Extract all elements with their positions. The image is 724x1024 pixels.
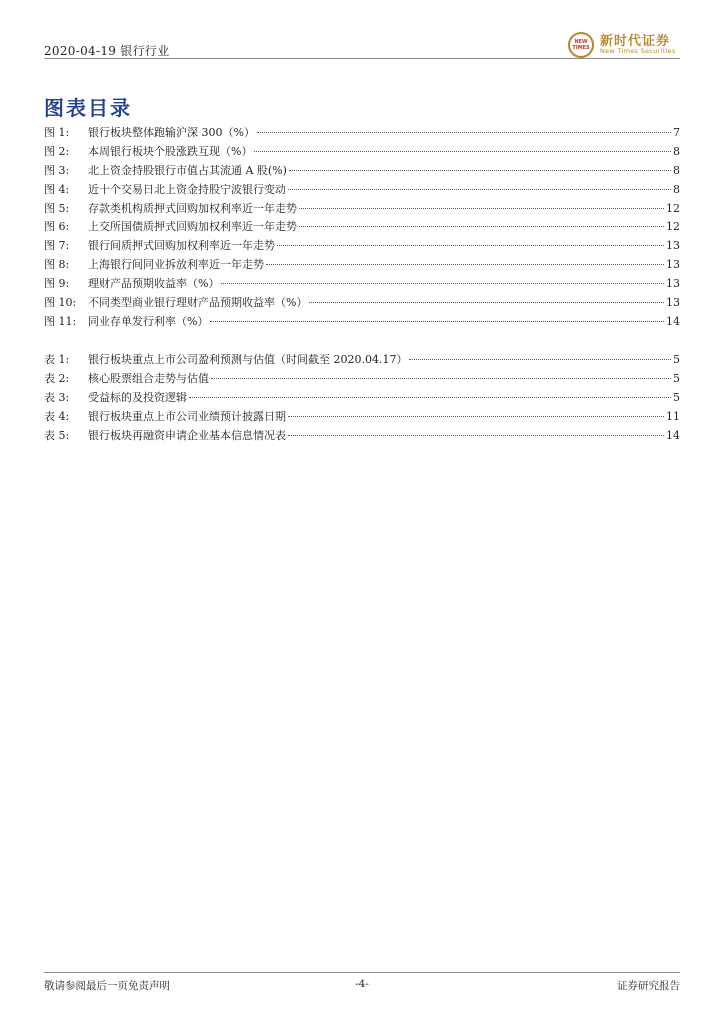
- toc-entry-title: 北上资金持股银行市值占其流通 A 股(%): [88, 163, 287, 177]
- toc-entry-title: 上海银行间同业拆放利率近一年走势: [88, 258, 264, 272]
- toc-entry-label: 表 4:: [44, 409, 70, 423]
- toc-leader-dots: [277, 245, 664, 246]
- logo-chinese-name: 新时代证券: [600, 34, 671, 49]
- toc-entry[interactable]: [44, 370, 680, 389]
- toc-entry-page: 5: [673, 371, 680, 385]
- toc-entry-label: 图 4:: [44, 182, 70, 196]
- toc-entry-label: 图 2:: [44, 144, 70, 158]
- page-title: 图表目录: [44, 96, 132, 120]
- toc-entry-label: 图 7:: [44, 239, 70, 253]
- toc-leader-dots: [309, 302, 664, 303]
- logo-english-name: New Times Securities: [600, 47, 676, 55]
- toc-entry-label: 图 5:: [44, 201, 70, 215]
- toc-entry-label: 图 8:: [44, 258, 70, 272]
- toc-entry-page: 8: [673, 163, 680, 177]
- toc-leader-dots: [210, 321, 664, 322]
- footer-report-type: 证券研究报告: [617, 980, 680, 992]
- toc-entry[interactable]: [44, 237, 680, 256]
- toc-entry[interactable]: [44, 427, 680, 446]
- toc-entry-label: 图 10:: [44, 296, 77, 310]
- toc-leader-dots: [288, 189, 671, 190]
- footer-divider: [44, 972, 680, 973]
- toc-entry-page: 12: [666, 220, 680, 234]
- toc-entry[interactable]: [44, 408, 680, 427]
- toc-entry-label: 图 3:: [44, 163, 70, 177]
- toc-entry-label: 图 1:: [44, 126, 70, 139]
- toc-entry-page: 13: [666, 258, 680, 272]
- toc-leader-dots: [289, 170, 671, 171]
- toc-entry[interactable]: [44, 200, 680, 219]
- toc-entry-page: 13: [666, 277, 680, 291]
- toc-entry-page: 7: [673, 126, 680, 139]
- toc-entry-title: 银行板块重点上市公司业绩预计披露日期: [88, 409, 286, 423]
- toc-entry-title: 核心股票组合走势与估值: [88, 371, 209, 385]
- toc-entry[interactable]: [44, 181, 680, 200]
- toc-entry[interactable]: [44, 275, 680, 294]
- toc-leader-dots: [254, 151, 671, 152]
- table-list: [44, 351, 680, 445]
- toc-entry-page: 8: [673, 182, 680, 196]
- toc-entry-title: 理财产品预期收益率（%）: [88, 277, 220, 291]
- toc-entry-title: 上交所国债质押式回购加权利率近一年走势: [88, 220, 297, 234]
- toc-entry[interactable]: [44, 351, 680, 370]
- toc-entry-label: 图 9:: [44, 277, 70, 291]
- toc-leader-dots: [299, 208, 664, 209]
- toc-entry-label: 图 6:: [44, 220, 70, 234]
- toc-entry[interactable]: [44, 313, 680, 332]
- toc-entry-title: 不同类型商业银行理财产品预期收益率（%）: [88, 296, 308, 310]
- footer-disclaimer: 敬请参阅最后一页免责声明: [44, 980, 170, 992]
- toc-entry-label: 表 2:: [44, 371, 70, 385]
- toc-entry-label: 表 5:: [44, 428, 70, 442]
- toc-entry[interactable]: [44, 256, 680, 275]
- toc-leader-dots: [257, 132, 671, 133]
- page-footer: [44, 978, 680, 998]
- toc-leader-dots: [211, 378, 671, 379]
- toc-leader-dots: [189, 397, 671, 398]
- toc-entry-page: 13: [666, 296, 680, 310]
- toc-leader-dots: [221, 283, 664, 284]
- toc-entry-label: 表 1:: [44, 353, 70, 366]
- toc-entry-label: 图 11:: [44, 314, 77, 328]
- toc-entry-page: 14: [666, 314, 680, 328]
- toc-leader-dots: [288, 416, 664, 417]
- toc-entry[interactable]: [44, 162, 680, 181]
- toc-entry-page: 5: [673, 390, 680, 404]
- toc-leader-dots: [266, 264, 664, 265]
- toc-entry-page: 8: [673, 144, 680, 158]
- toc-entry[interactable]: [44, 124, 680, 143]
- figure-list: [44, 124, 680, 332]
- toc-leader-dots: [288, 435, 664, 436]
- toc-entry-title: 银行板块整体跑输沪深 300（%）: [88, 126, 255, 139]
- toc-entry-title: 近十个交易日北上资金持股宁波银行变动: [88, 182, 286, 196]
- toc-entry[interactable]: [44, 218, 680, 237]
- toc-entry-label: 表 3:: [44, 390, 70, 404]
- toc-entry-page: 11: [666, 409, 680, 423]
- toc-entry-page: 5: [673, 353, 680, 366]
- toc-entry-title: 受益标的及投资逻辑: [88, 390, 187, 404]
- toc-entry[interactable]: [44, 143, 680, 162]
- header-date-sector: 2020-04-19 银行行业: [44, 44, 170, 58]
- company-logo: [568, 30, 680, 60]
- toc-entry-page: 14: [666, 428, 680, 442]
- toc-entry-title: 存款类机构质押式回购加权利率近一年走势: [88, 201, 297, 215]
- toc-entry-title: 本周银行板块个股涨跌互现（%）: [88, 144, 253, 158]
- toc-entry-page: 12: [666, 201, 680, 215]
- toc-entry-title: 银行板块重点上市公司盈利预测与估值（时间截至 2020.04.17）: [88, 353, 408, 366]
- toc-entry[interactable]: [44, 294, 680, 313]
- toc-entry-title: 银行板块再融资申请企业基本信息情况表: [88, 428, 286, 442]
- toc-entry[interactable]: [44, 389, 680, 408]
- toc-entry-page: 13: [666, 239, 680, 253]
- toc-entry-title: 同业存单发行利率（%）: [88, 314, 209, 328]
- toc-leader-dots: [299, 226, 664, 227]
- toc-leader-dots: [409, 359, 671, 360]
- logo-emblem-icon: NEW TIMES: [568, 32, 594, 58]
- header-divider: [44, 58, 680, 59]
- page-number: -4-: [355, 978, 369, 990]
- toc-entry-title: 银行间质押式回购加权利率近一年走势: [88, 239, 275, 253]
